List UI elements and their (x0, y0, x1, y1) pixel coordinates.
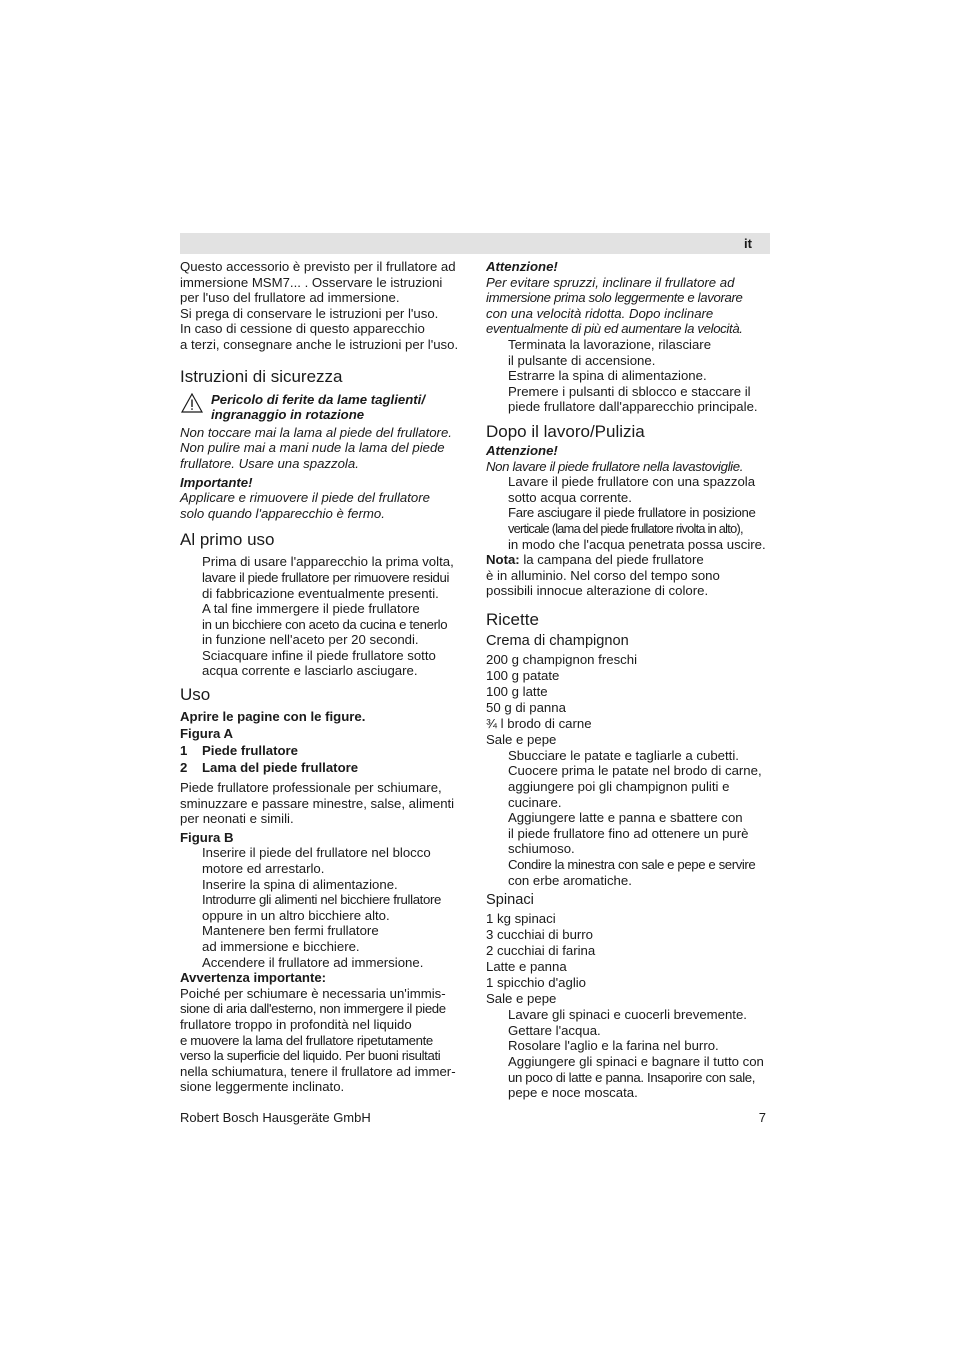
text-line: immersione prima solo leggermente e lavorare (486, 290, 743, 306)
text-line: frullatore. Usare una spazzola. (180, 455, 359, 471)
safety-heading: Istruzioni di sicurezza (180, 366, 343, 386)
ingredient: 1 spicchio d'aglio (486, 975, 587, 991)
cleaning-attention-label: Attenzione! (486, 442, 558, 458)
text-line: motore ed arrestarlo. (202, 861, 325, 877)
text-line: di fabbricazione eventualmente presenti. (202, 585, 439, 601)
recipe-ingredients (486, 911, 774, 1007)
text-line: con una velocità ridotta. Dopo inclinare (486, 305, 714, 321)
ingredient: Sale e pepe (486, 991, 557, 1007)
text-line: aggiungere poi gli champignon puliti e (508, 779, 730, 795)
text-line: è in alluminio. Nel corso del tempo sono (486, 567, 720, 583)
text-line: Sciacquare infine il piede frullatore sotto (202, 647, 436, 663)
text-line: sione di aria dall'esterno, non immergere il piede (180, 1001, 446, 1017)
text-line: il pulsante di accensione. (508, 352, 656, 368)
after-use-steps (486, 337, 774, 415)
ingredient: 100 g latte (486, 683, 548, 699)
text-line: Fare asciugare il piede frullatore in posizione (508, 505, 756, 521)
text-line: Inserire la spina di alimentazione. (202, 876, 398, 892)
important-label: Importante! (180, 474, 253, 490)
note-text: la campana del piede frullatore (519, 552, 704, 568)
figure-b-label: Figura B (180, 829, 234, 845)
use-heading: Uso (180, 685, 211, 705)
ingredient: Sale e pepe (486, 731, 557, 747)
text-line: acqua corrente e lasciarlo asciugare. (202, 663, 418, 679)
figure-a-label: Figura A (180, 726, 233, 742)
recipes-heading: Ricette (486, 609, 539, 629)
use-steps (180, 845, 465, 970)
recipe-steps (486, 748, 774, 888)
text-line: verticale (lama del piede frullatore rivolta in alto), (508, 520, 743, 536)
ingredient: 100 g patate (486, 667, 560, 683)
header-bar (180, 233, 770, 254)
warning-line: Pericolo di ferite da lame taglienti/ (211, 391, 425, 407)
text-line: Inserire il piede del frullatore nel blocco (202, 845, 431, 861)
text-line: Si prega di conservare le istruzioni per l'uso. (180, 305, 439, 321)
safety-warning (180, 392, 465, 423)
text-line: Cuocere prima le patate nel brodo di carne, (508, 763, 762, 779)
text-line: possibili innocue alterazione di colore. (486, 583, 709, 599)
text-line: Applicare e rimuovere il piede del frullatore (180, 490, 430, 506)
text-line: eventualmente di più ed aumentare la velocità. (486, 321, 743, 337)
text-line: Gettare l'acqua. (508, 1022, 601, 1038)
part-number: 1 (180, 743, 188, 759)
right-column (486, 259, 774, 1101)
text-line: schiumoso. (508, 841, 575, 857)
text-line: piede frullatore dall'apparecchio principale. (508, 399, 758, 415)
text-line: immersione MSM7... . Osservare le istruzioni (180, 274, 443, 290)
text-line: Introdurre gli alimenti nel bicchiere frullatore (202, 892, 442, 908)
text-line: per neonati e simili. (180, 811, 294, 827)
text-line: Poiché per schiumare è necessaria un'immis- (180, 985, 446, 1001)
text-line: Condire la minestra con sale e pepe e servire (508, 857, 756, 873)
ingredient: 200 g champignon freschi (486, 651, 638, 667)
text-line: frullatore troppo in profondità nel liquido (180, 1016, 412, 1032)
safety-text (180, 425, 465, 472)
text-line: sotto acqua corrente. (508, 489, 632, 505)
text-line: Non pulire mai a mani nude la lama del piede (180, 440, 445, 456)
text-line: Aggiungere latte e panna e sbattere con (508, 810, 743, 826)
text-line: Prima di usare l'apparecchio la prima volta, (202, 554, 454, 570)
warning-label: Avvertenza importante: (180, 970, 327, 986)
part-item (180, 742, 465, 759)
text-line: sminuzzare e passare minestre, salse, alimenti (180, 795, 455, 811)
text-line: Accendere il frullatore ad immersione. (202, 954, 424, 970)
text-line: Estrarre la spina di alimentazione. (508, 368, 707, 384)
text-line: nella schiumatura, tenere il frullatore ad immer- (180, 1063, 456, 1079)
text-line: per l'uso del frullatore ad immersione. (180, 290, 400, 306)
attention-label: Attenzione! (486, 259, 558, 274)
text-line: Premere i pulsanti di sblocco e staccare il (508, 383, 751, 399)
text-line: con erbe aromatiche. (508, 872, 632, 888)
text-line: Rosolare l'aglio e la farina nel burro. (508, 1038, 719, 1054)
part-label: Lama del piede frullatore (202, 760, 359, 776)
page-footer (180, 1110, 766, 1126)
text-line: Questo accessorio è previsto per il frullatore ad (180, 259, 456, 274)
text-line: Per evitare spruzzi, inclinare il frullatore ad (486, 274, 735, 290)
warning-line: ingranaggio in rotazione (211, 407, 365, 423)
open-pages-note: Aprire le pagine con le figure. (180, 709, 366, 725)
text-line: verso la superficie del liquido. Per buoni risultati (180, 1048, 441, 1064)
company-name: Robert Bosch Hausgeräte GmbH (180, 1110, 371, 1125)
part-number: 2 (180, 760, 188, 776)
text-line: Terminata la lavorazione, rilasciare (508, 336, 712, 352)
text-line: Piede frullatore professionale per schiumare, (180, 780, 442, 796)
text-line: e muovere la lama del frullatore ripetutamente (180, 1032, 433, 1048)
text-line: a terzi, consegnare anche le istruzioni per l'uso. (180, 336, 459, 352)
ingredient: ¾ l brodo di carne (486, 715, 592, 731)
text-line: ad immersione e bicchiere. (202, 939, 360, 954)
text-line: lavare il piede frullatore per rimuovere residui (202, 569, 450, 585)
cleaning-attention-text: Non lavare il piede frullatore nella lavastoviglie. (486, 458, 744, 474)
ingredient: Latte e panna (486, 959, 567, 975)
recipe-steps (486, 1007, 774, 1101)
first-use-text (180, 554, 465, 679)
text-line: Sbucciare le patate e tagliarle a cubetti. (508, 747, 739, 763)
text-line: un poco di latte e panna. Insaporire con sale, (508, 1069, 756, 1085)
cleaning-note (486, 552, 774, 568)
note-label: Nota: (486, 552, 520, 568)
part-item (180, 759, 465, 776)
text-line: sione leggermente inclinato. (180, 1079, 345, 1095)
recipe-title: Spinaci (486, 892, 534, 909)
language-label: it (744, 236, 752, 251)
first-use-heading: Al primo uso (180, 530, 275, 550)
ingredient: 2 cucchiai di farina (486, 943, 596, 959)
cleaning-heading: Dopo il lavoro/Pulizia (486, 421, 645, 441)
text-line: Mantenere ben fermi frullatore (202, 923, 379, 939)
page-number: 7 (758, 1110, 766, 1125)
warning-triangle-icon (181, 393, 203, 413)
cleaning-steps (486, 474, 774, 552)
text-line: solo quando l'apparecchio è fermo. (180, 505, 385, 521)
part-label: Piede frullatore (202, 743, 299, 759)
text-line: cucinare. (508, 794, 562, 810)
warning-text (180, 986, 465, 1095)
recipe-ingredients (486, 652, 774, 748)
ingredient: 1 kg spinaci (486, 911, 556, 927)
text-line: in funzione nell'aceto per 20 secondi. (202, 632, 419, 648)
text-line: Lavare gli spinaci e cuocerli brevemente. (508, 1007, 747, 1023)
text-line: il piede frullatore fino ad ottenere un purè (508, 825, 749, 841)
text-line: Lavare il piede frullatore con una spazzola (508, 474, 756, 490)
ingredient: 3 cucchiai di burro (486, 927, 594, 943)
text-line: Non toccare mai la lama al piede del frullatore. (180, 424, 452, 440)
text-line: A tal fine immergere il piede frullatore (202, 601, 420, 617)
text-line: in modo che l'acqua penetrata possa uscire. (508, 536, 766, 552)
recipe-title: Crema di champignon (486, 632, 629, 649)
text-line: Aggiungere gli spinaci e bagnare il tutto con (508, 1054, 764, 1069)
intro-text (180, 259, 465, 353)
use-description (180, 780, 465, 827)
text-line: pepe e noce moscata. (508, 1085, 638, 1101)
ingredient: 50 g di panna (486, 699, 566, 715)
text-line: oppure in un altro bicchiere alto. (202, 907, 390, 923)
left-column (180, 259, 465, 1095)
text-line: in un bicchiere con aceto da cucina e tenerlo (202, 616, 448, 632)
text-line: In caso di cessione di questo apparecchio (180, 321, 425, 337)
attention-text (486, 275, 774, 337)
